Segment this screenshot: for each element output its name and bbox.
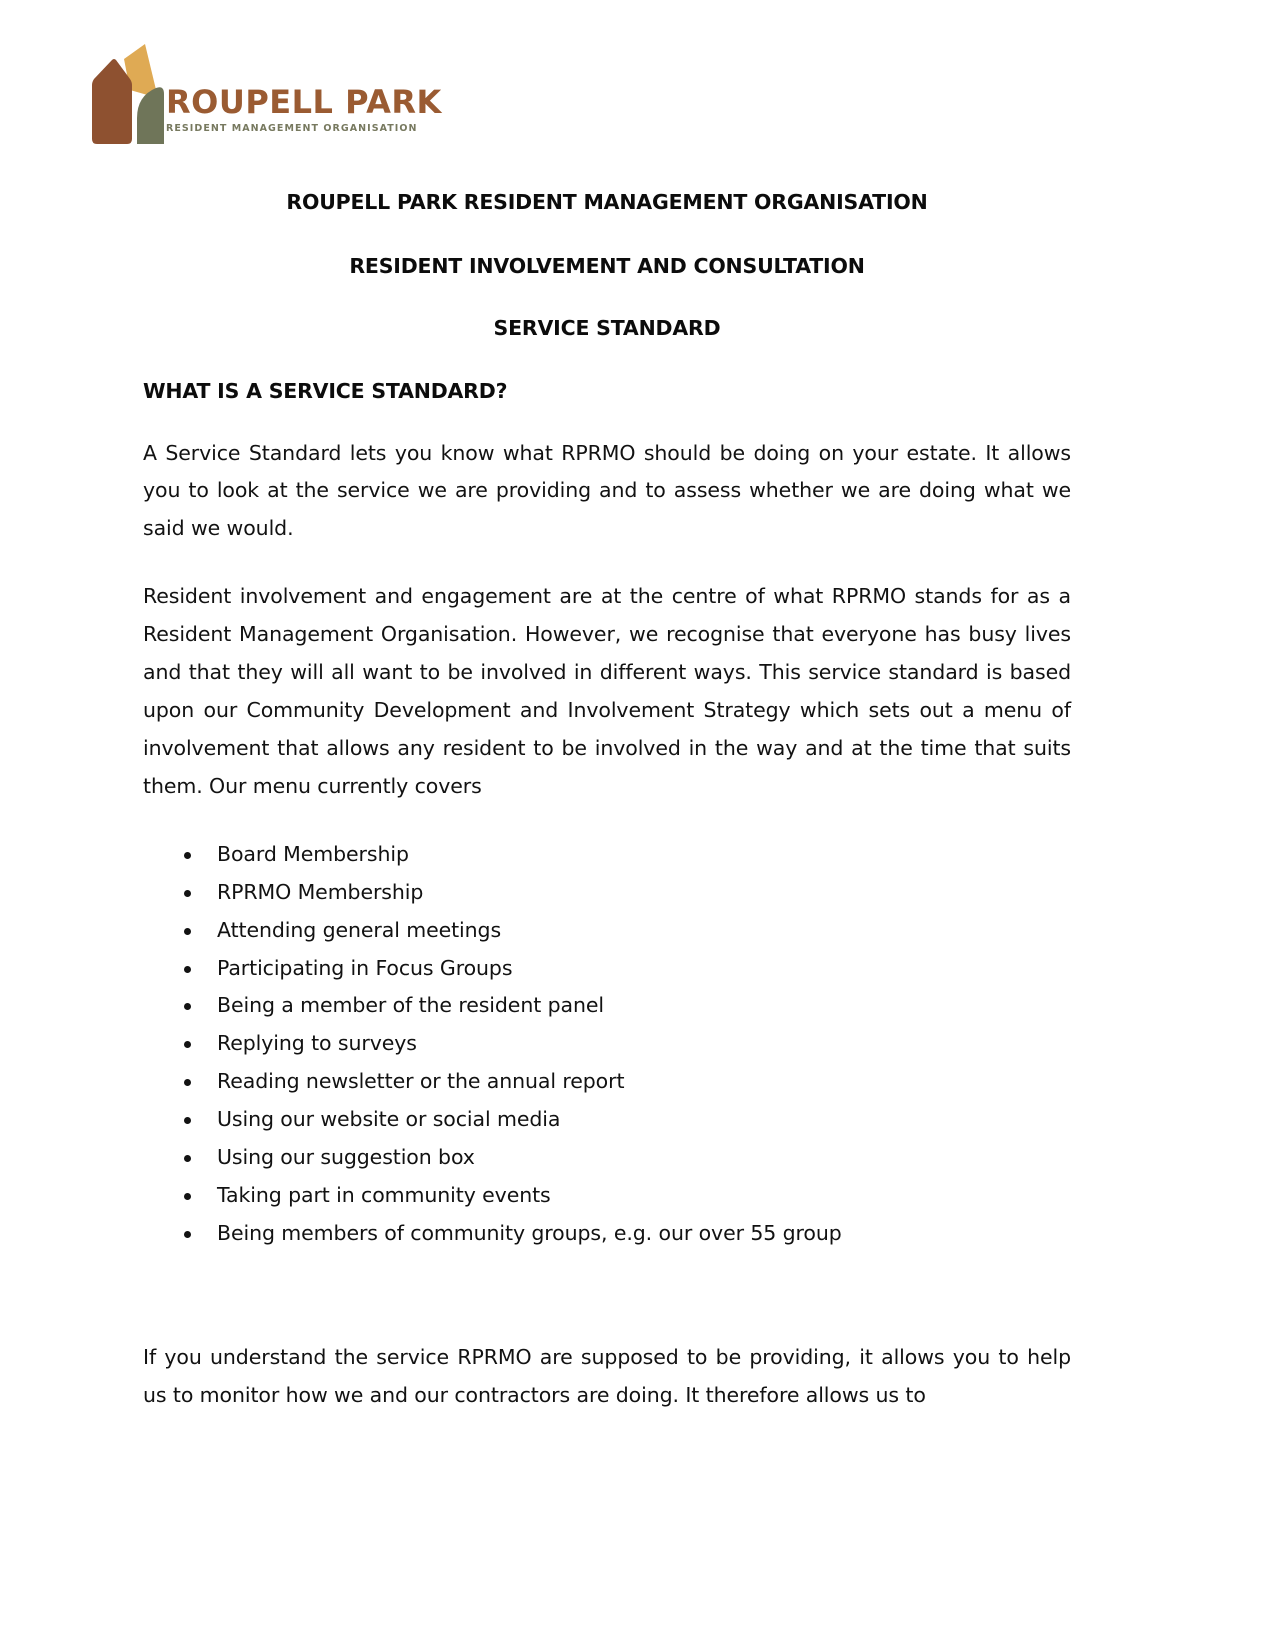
- bullet-dot-icon: [184, 852, 191, 859]
- list-item-label: Attending general meetings: [217, 917, 502, 942]
- document-title-line-3: SERVICE STANDARD: [493, 316, 721, 341]
- bullet-dot-icon: [184, 1079, 191, 1086]
- list-item-label: Board Membership: [217, 841, 409, 866]
- list-item: [143, 1101, 1071, 1139]
- list-item-label: Using our website or social media: [217, 1107, 561, 1132]
- paragraph-monitoring: If you understand the service RPRMO are supposed to be providing, it allows you to help us to monitor how we and our contractors are doing. It therefore allows us to: [143, 1344, 1071, 1407]
- bullet-dot-icon: [184, 1003, 191, 1010]
- spacer: [143, 1253, 1071, 1339]
- list-item: [143, 1025, 1071, 1063]
- bullet-dot-icon: [184, 928, 191, 935]
- list-item: [143, 874, 1071, 912]
- bullet-dot-icon: [184, 890, 191, 897]
- bullet-dot-icon: [184, 1155, 191, 1162]
- list-item: [143, 1139, 1071, 1177]
- section-heading-what-is-a-service-standard: WHAT IS A SERVICE STANDARD?: [143, 378, 508, 403]
- bullet-dot-icon: [184, 1041, 191, 1048]
- list-item: [143, 912, 1071, 950]
- list-item-label: Being a member of the resident panel: [217, 993, 604, 1018]
- document-title-line-1: ROUPELL PARK RESIDENT MANAGEMENT ORGANISATION: [286, 190, 928, 214]
- list-item-label: Being members of community groups, e.g. our over 55 group: [217, 1221, 842, 1246]
- list-item-label: Taking part in community events: [217, 1183, 551, 1208]
- document-body: [143, 190, 1071, 1415]
- roupell-park-logo-mark-icon: [88, 38, 174, 148]
- logo-title: ROUPELL PARK: [166, 83, 442, 121]
- involvement-menu-list: [143, 836, 1071, 1253]
- list-item-label: Reading newsletter or the annual report: [217, 1069, 625, 1094]
- list-item-label: RPRMO Membership: [217, 879, 424, 904]
- list-item: [143, 836, 1071, 874]
- bullet-dot-icon: [184, 1117, 191, 1124]
- paragraph-service-standard-definition: A Service Standard lets you know what RPRMO should be doing on your estate. It allows you to look at the service we are providing and to assess whether we are doing what we said we would.: [143, 440, 1071, 541]
- list-item: [143, 987, 1071, 1025]
- list-item-label: Using our suggestion box: [217, 1145, 475, 1170]
- logo-subtitle: RESIDENT MANAGEMENT ORGANISATION: [166, 123, 418, 134]
- bullet-dot-icon: [184, 1193, 191, 1200]
- paragraph-resident-involvement: Resident involvement and engagement are at the centre of what RPRMO stands for as a Resident Management Organisation. However, we recognise that everyone has busy lives and that they will all want to be involved in different ways. This service standard is based upon our Community Development and Involvement Strategy which sets out a menu of involvement that allows any resident to be involved in the way and at the time that suits them. Our menu currently covers: [143, 584, 1071, 798]
- list-item: [143, 1215, 1071, 1253]
- logo-wordmark: [166, 83, 466, 134]
- list-item: [143, 950, 1071, 988]
- bullet-dot-icon: [184, 966, 191, 973]
- document-title-line-2: RESIDENT INVOLVEMENT AND CONSULTATION: [349, 253, 865, 278]
- bullet-dot-icon: [184, 1231, 191, 1238]
- list-item-label: Participating in Focus Groups: [217, 955, 513, 980]
- list-item-label: Replying to surveys: [217, 1031, 417, 1056]
- list-item: [143, 1063, 1071, 1101]
- list-item: [143, 1177, 1071, 1215]
- organisation-logo: [88, 38, 442, 158]
